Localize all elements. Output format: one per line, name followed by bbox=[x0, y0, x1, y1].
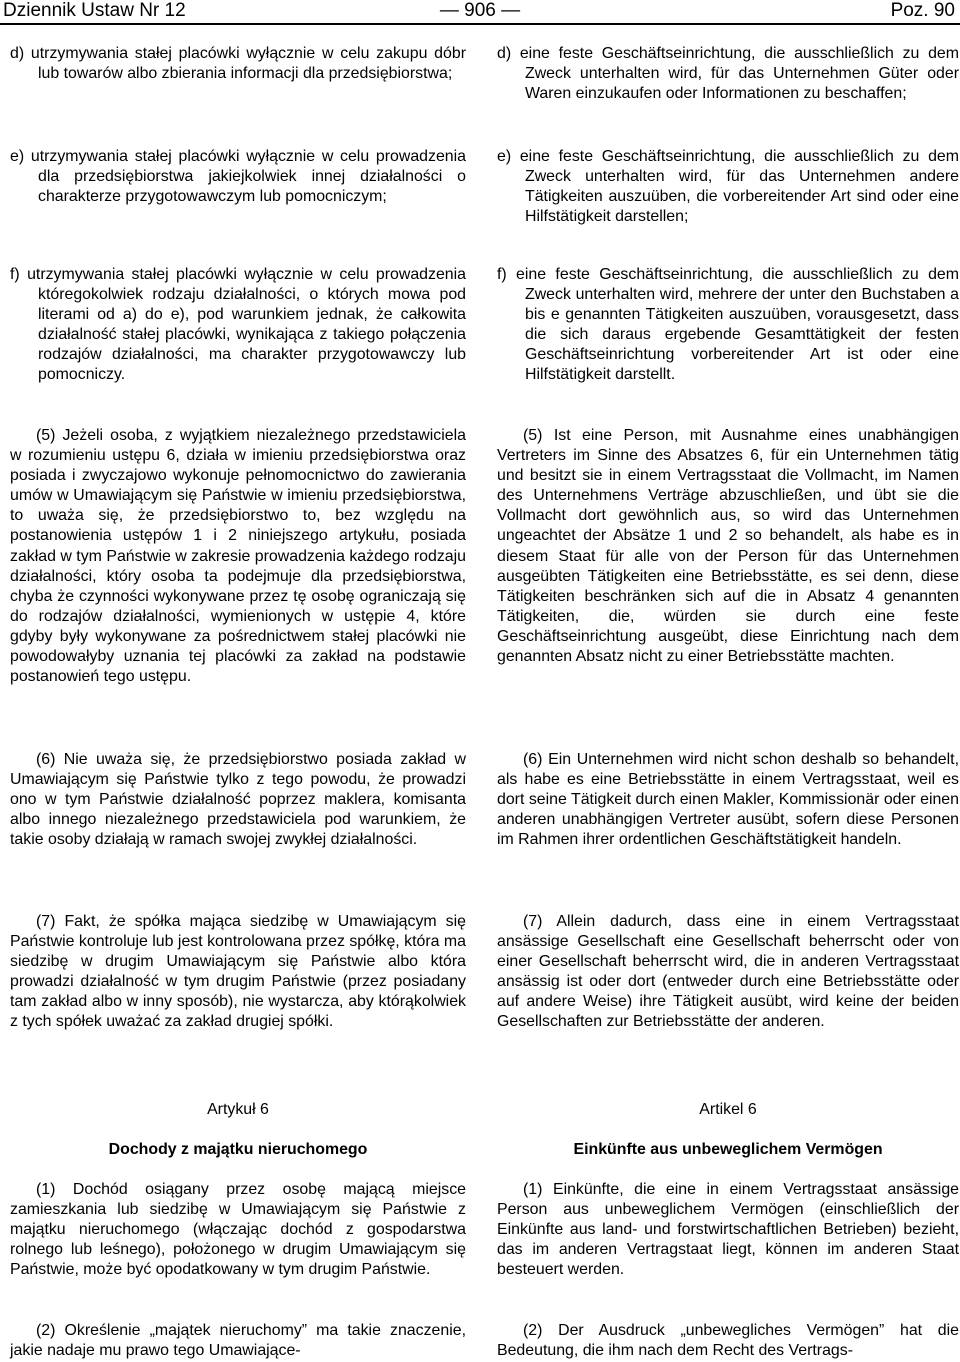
pl-article-paragraph-1: (1) Dochód osiągany przez osobę mającą miejsce zamieszkania lub siedzibę w Umawiającym się Państwie z majątku nieruchomego (włączając dochód z gospodarstwa rolnego lub leśnego), położonego w drugim Umawiającym się Państwie, może być opodatkowany w tym drugim Państwie. bbox=[10, 1181, 466, 1279]
pl-article-number: Artykuł 6 bbox=[207, 1101, 269, 1118]
de-item-f: f) eine feste Geschäftseinrichtung, die ausschließlich zu dem Zweck unterhalten wird, mehrere der unter den Buchstaben a bis e genannten Tätigkeiten auszuüben, vorausgesetzt, dass die sich daraus ergebende Gesamttätigkeit der festen Geschäftseinrichtung vorbereitender Art ist oder eine Hilfstätigkeit darstellt. bbox=[497, 266, 959, 384]
de-article-number: Artikel 6 bbox=[699, 1101, 757, 1118]
pl-paragraph-6: (6) Nie uważa się, że przedsiębiorstwo posiada zakład w Umawiającym się Państwie tylko z tego powodu, że prowadzi ono w tym Państwie działalność poprzez maklera, komisanta albo innego niezależnego przedstawiciela pod warunkiem, że takie osoby działają w ramach swojej zwykłej działalności. bbox=[10, 751, 466, 849]
page-number: — 906 — bbox=[439, 0, 521, 21]
de-paragraph-6: (6) Ein Unternehmen wird nicht schon deshalb so behandelt, als habe es eine Betriebsstätte in einem Vertragsstaat, weil es dort seine Tätigkeit durch einen Makler, Kommissionär oder einen anderen unabhängigen Vertreter ausübt, sofern diese Personen im Rahmen ihrer ordentlichen Geschäftstätigkeit handeln. bbox=[497, 751, 959, 849]
de-item-e: e) eine feste Geschäftseinrichtung, die ausschließlich zu dem Zweck unterhalten wird, für das Unternehmen andere Tätigkeiten auszuüben, die vorbereitender Art sind oder eine Hilfstätigkeit darstellen; bbox=[497, 148, 959, 226]
pl-paragraph-5: (5) Jeżeli osoba, z wyjątkiem niezależnego przedstawiciela w rozumieniu ustępu 6, działa w imieniu przedsiębiorstwa oraz posiada i zwyczajowo wykonuje pełnomocnictwo do zawierania umów w Umawiającym się Państwie w imieniu przedsiębiorstwa, to uważa się, że przedsiębiorstwo to, bez względu na postanowienia ustępów 1 i 2 niniejszego artykułu, posiada zakład w tym Państwie w zakresie prowadzenia każdego rodzaju działalności, który osoba ta podejmuje dla przedsiębiorstwa, chyba że czynności wykonywane przez tę osobę ograniczają się do rodzajów działalności, wymienionych w ustępie 4, które gdyby były wykonywane za pośrednictwem stałej placówki nie powodowałyby uznania tej placówki za zakład na podstawie postanowień tego ustępu. bbox=[10, 427, 466, 686]
pl-item-d: d) utrzymywania stałej placówki wyłącznie w celu zakupu dóbr lub towarów albo zbierania informacji dla przedsiębiorstwa; bbox=[10, 45, 466, 83]
de-article-title: Einkünfte aus unbeweglichem Vermögen bbox=[573, 1141, 883, 1158]
pl-article-title: Dochody z majątku nieruchomego bbox=[108, 1141, 368, 1158]
pl-item-e: e) utrzymywania stałej placówki wyłącznie w celu prowadzenia dla przedsiębiorstwa jakiejkolwiek innej działalności o charakterze przygotowawczym lub pomocniczym; bbox=[10, 148, 466, 206]
de-article-paragraph-1: (1) Einkünfte, die eine in einem Vertragsstaat ansässige Person aus unbeweglichem Vermögen (einschließlich der Einkünfte aus land- und forstwirtschaftlichen Betrieben) bezieht, das im anderen Vertragstaat liegt, können im anderen Staat besteuert werden. bbox=[497, 1181, 959, 1279]
position-number: Poz. 90 bbox=[890, 0, 955, 21]
journal-name: Dziennik Ustaw Nr 12 bbox=[3, 0, 186, 21]
de-paragraph-7: (7) Allein dadurch, dass eine in einem Vertragsstaat ansässige Gesellschaft eine Gesellschaft beherrscht oder von einer Gesellschaft beherrscht wird, die in anderen Vertragsstaat ansässig ist oder dort (entweder durch eine Betriebsstätte oder auf andere Weise) ihre Tätigkeit ausübt, wird keine der beiden Gesellschaften zur Betriebsstätte der anderen. bbox=[497, 913, 959, 1031]
de-item-d: d) eine feste Geschäftseinrichtung, die ausschließlich zu dem Zweck unterhalten wird, für das Unternehmen Güter oder Waren einzukaufen oder Informationen zu beschaffen; bbox=[497, 45, 959, 103]
pl-item-f: f) utrzymywania stałej placówki wyłącznie w celu prowadzenia któregokolwiek rodzaju działalności, o których mowa pod literami od a) do e), pod warunkiem jednak, że całkowita działalność stałej placówki, wynikająca z takiego połączenia rodzajów działalności, ma charakter przygotowawczy lub pomocniczy. bbox=[10, 266, 466, 384]
pl-article-paragraph-2: (2) Określenie „majątek nieruchomy” ma takie znaczenie, jakie nadaje mu prawo tego Umawiające- bbox=[10, 1322, 466, 1360]
de-article-paragraph-2: (2) Der Ausdruck „unbewegliches Vermögen” hat die Bedeutung, die ihm nach dem Recht des Vertrags- bbox=[497, 1322, 959, 1360]
header-rule bbox=[0, 23, 960, 25]
de-paragraph-5: (5) Ist eine Person, mit Ausnahme eines unabhängigen Vertreters im Sinne des Absatzes 6, für ein Unternehmen tätig und besitzt sie in einem Vertragsstaat die Vollmacht, im Namen des Unternehmens Verträge abzuschließen, und übt sie die Vollmacht dort gewöhnlich aus, so wird das Unternehmen ungeachtet der Absätze 1 und 2 so behandelt, als habe es in diesem Staat für alle von der Person für das Unternehmen ausgeübten Tätigkeiten eine Betriebsstätte, es sei denn, diese Tätigkeiten beschränken sich auf die in Absatz 4 genannten Tätigkeiten, die, würden sie durch eine feste Geschäftseinrichtung ausgeübt, diese Einrichtung nach dem genannten Absatz nicht zu einer Betriebsstätte machten. bbox=[497, 427, 959, 666]
pl-paragraph-7: (7) Fakt, że spółka mająca siedzibę w Umawiającym się Państwie kontroluje lub jest kontrolowana przez spółkę, która ma siedzibę w drugim Umawiającym się Państwie albo która prowadzi działalność w tym drugim Państwie (przez posiadany tam zakład albo w inny sposób), nie wystarcza, aby którąkolwiek z tych spółek uważać za zakład drugiej spółki. bbox=[10, 913, 466, 1031]
page-header bbox=[0, 0, 960, 22]
